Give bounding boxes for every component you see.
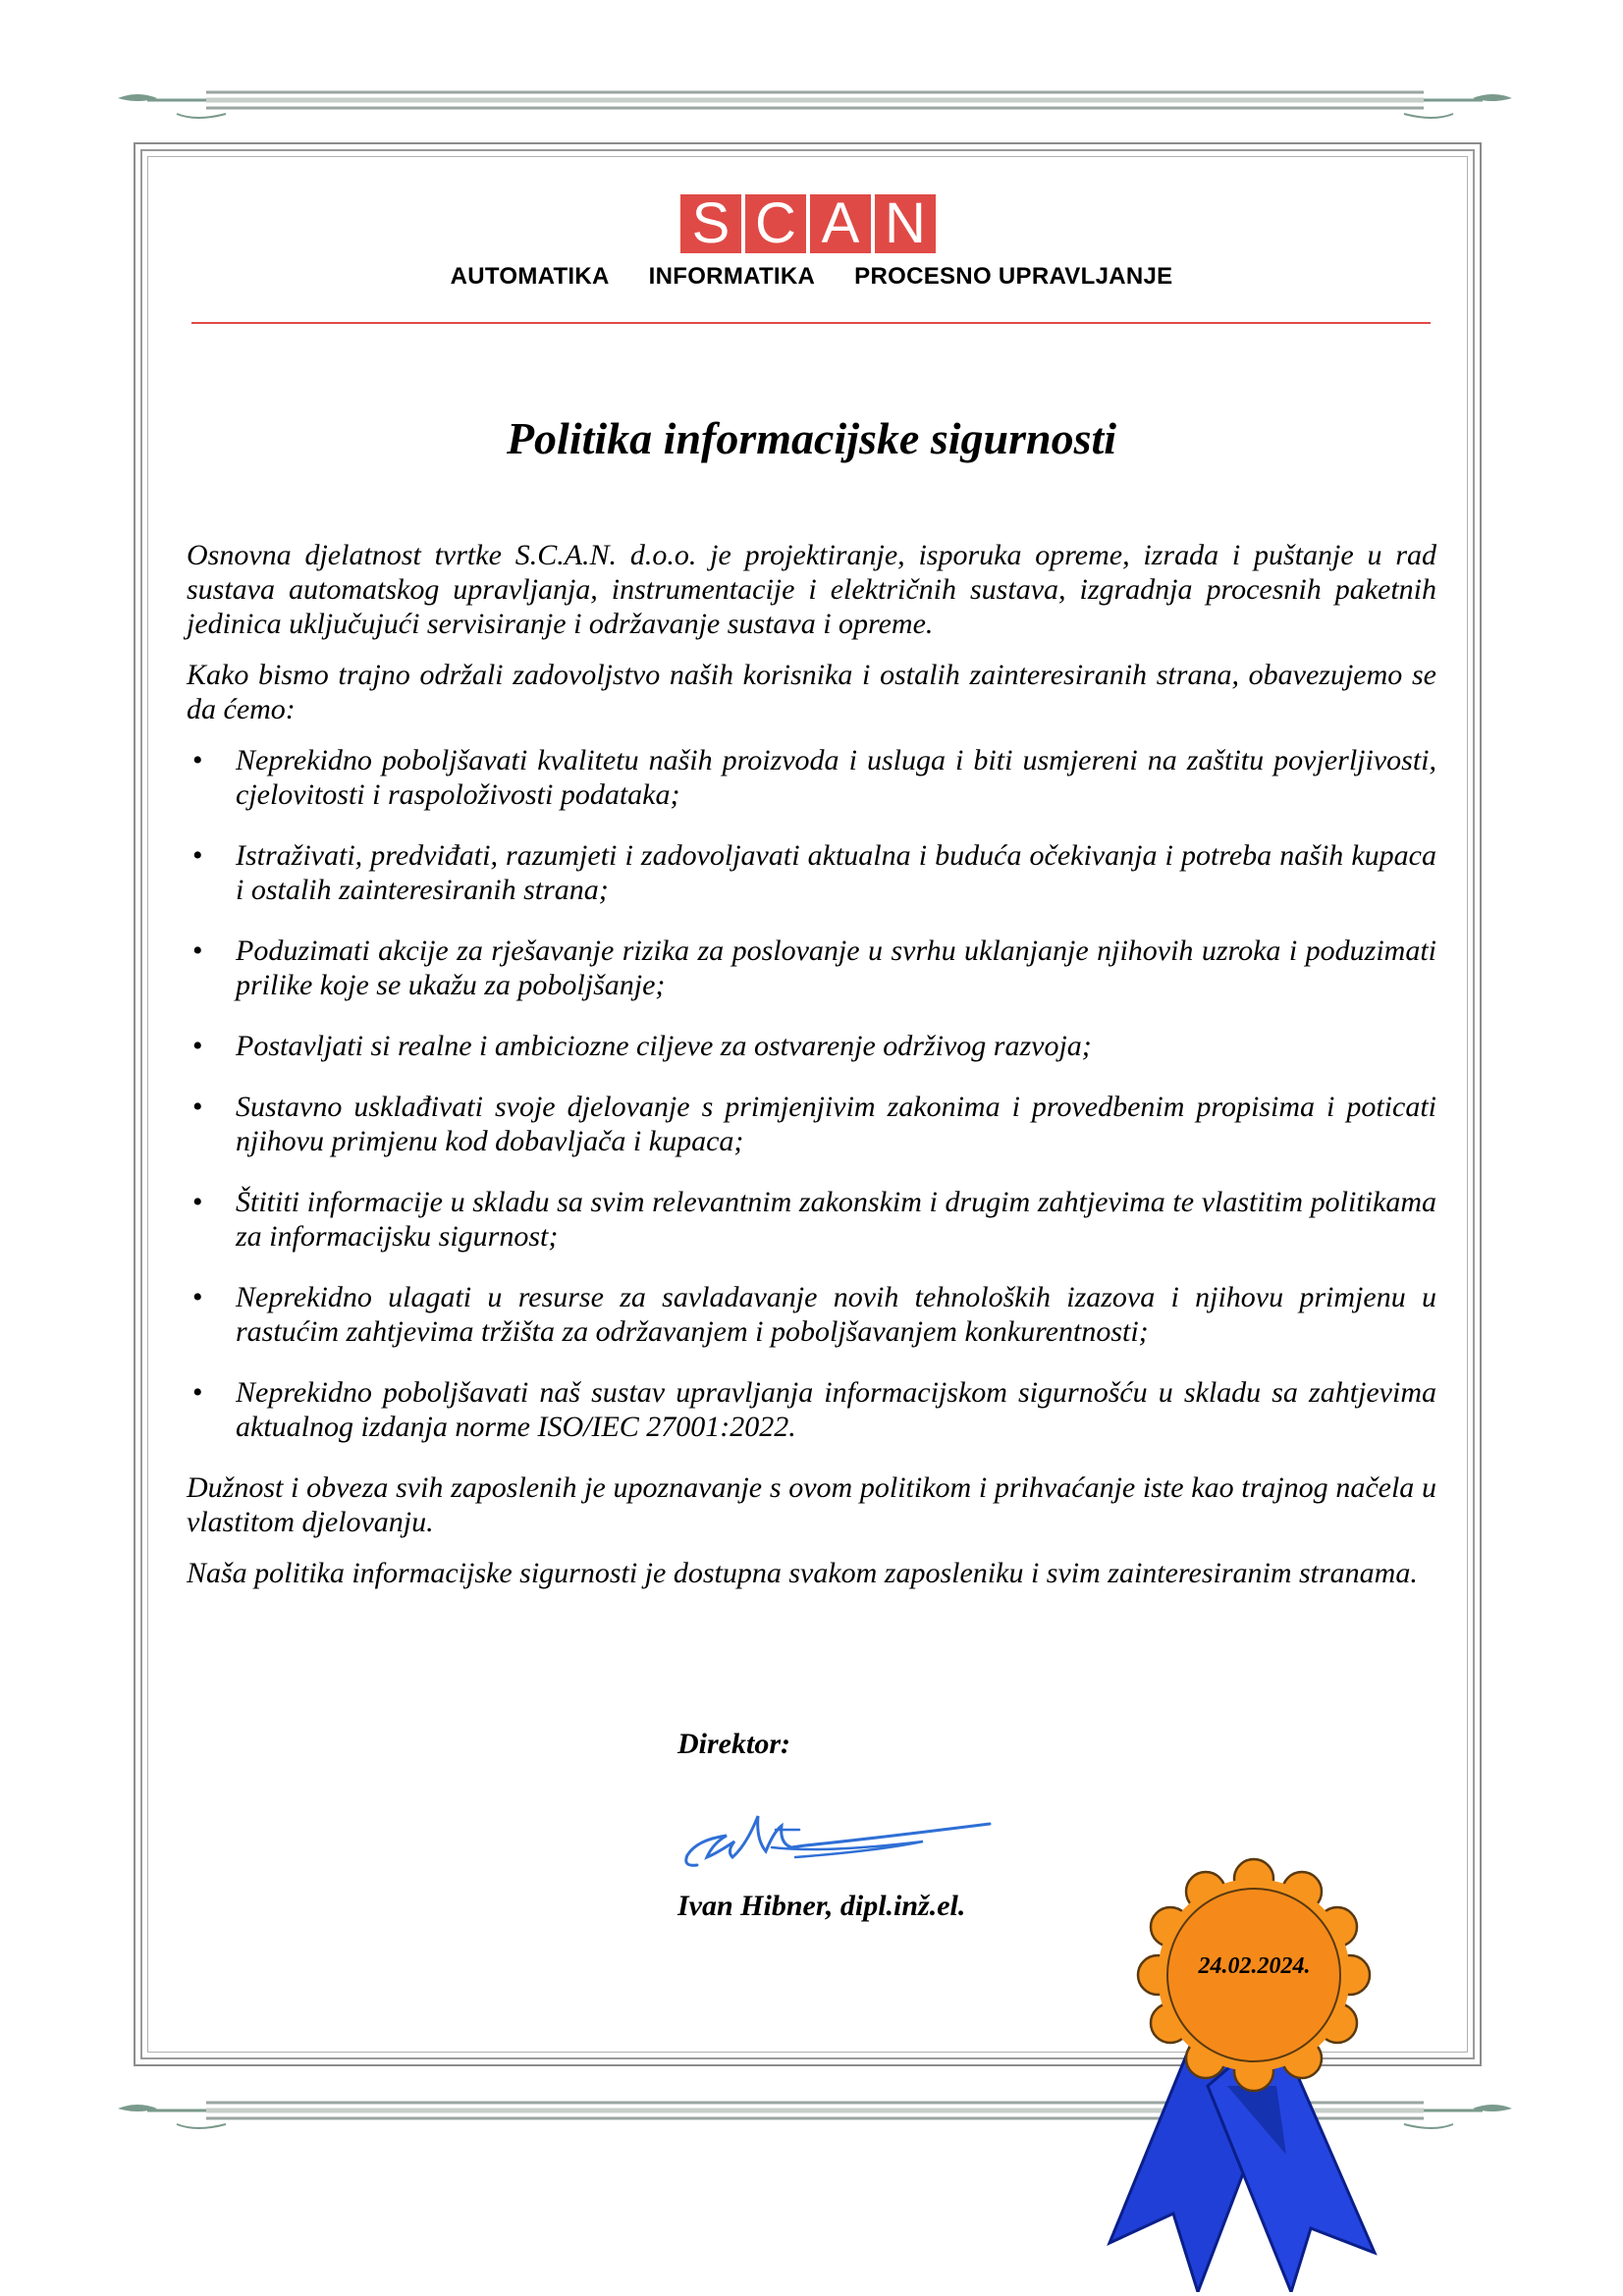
tagline-item: PROCESNO UPRAVLJANJE [854,263,1173,290]
bullet-icon: • [192,1281,203,1313]
list-item-text: Neprekidno poboljšavati kvalitetu naših proizvoda i usluga i biti usmjereni na zaštitu povjerljivosti, cjelovitosti i raspoloživosti podataka; [236,744,1436,811]
list-item-text: Neprekidno ulagati u resurse za savladavanje novih tehnoloških izazova i njihovu primjenu u rastućim zahtjevima tržišta za održavanjem i poboljšavanjem konkurentnosti; [236,1281,1436,1348]
list-item-text: Sustavno usklađivati svoje djelovanje s primjenjivim zakonima i provedbenim propisima i poticati njihovu primjenu kod dobavljača i kupaca; [236,1091,1436,1157]
logo-letter: A [810,194,871,253]
list-item-text: Postavljati si realne i ambiciozne ciljeve za ostvarenje održivog razvoja; [236,1030,1092,1062]
bullet-icon: • [192,934,203,967]
handwritten-signature [677,1796,1001,1895]
logo-letter: C [745,194,806,253]
scan-logo [680,191,936,255]
list-item [187,838,1436,907]
tagline-item: AUTOMATIKA [450,263,610,290]
list-item [187,1185,1436,1254]
bullet-icon: • [192,1091,203,1123]
logo-letter: S [680,194,741,253]
bullet-icon: • [192,1030,203,1062]
director-name: Ivan Hibner, dipl.inž.el. [677,1890,966,1922]
list-item [187,1375,1436,1444]
bullet-icon: • [192,744,203,776]
commitments-list [187,743,1436,1444]
document-title: Politika informacijske sigurnosti [506,413,1117,463]
list-item [187,1029,1436,1063]
top-ornament [108,71,1522,130]
list-item [187,1280,1436,1349]
bullet-icon: • [192,839,203,872]
tagline-item: INFORMATIKA [648,263,816,290]
list-item-text: Štititi informacije u skladu sa svim relevantnim zakonskim i drugim zahtjevima te vlastitim politikama za informacijsku sigurnost; [236,1186,1436,1253]
commitment-intro: Kako bismo trajno održali zadovoljstvo naših korisnika i ostalih zainteresiranih strana, obavezujemo se da ćemo: [187,659,1436,725]
company-tagline [187,263,1436,291]
list-item-text: Neprekidno poboljšavati naš sustav upravljanja informacijskom sigurnošću u skladu sa zahtjevima aktualnog izdanja norme ISO/IEC 27001:2022. [236,1376,1436,1443]
list-item [187,1090,1436,1158]
list-item [187,743,1436,812]
document-body [187,538,1436,1607]
bullet-icon: • [192,1186,203,1218]
duty-paragraph: Dužnost i obveza svih zaposlenih je upoznavanje s ovom politikom i prihvaćanje iste kao trajnog načela u vlastitom djelovanju. [187,1471,1436,1538]
list-item-text: Poduzimati akcije za rješavanje rizika za poslovanje u svrhu uklanjanje njihovih uzroka i poduzimati prilike koje se ukažu za poboljšanje; [236,934,1436,1001]
list-item-text: Istraživati, predviđati, razumjeti i zadovoljavati aktualna i buduća očekivanja i potreba naših kupaca i ostalih zainteresiranih strana; [236,839,1436,906]
header-divider [191,322,1431,324]
availability-paragraph: Naša politika informacijske sigurnosti je dostupna svakom zaposleniku i svim zainteresiranim stranama. [187,1557,1418,1589]
seal-date: 24.02.2024. [1198,1953,1311,1979]
list-item [187,934,1436,1002]
intro-paragraph: Osnovna djelatnost tvrtke S.C.A.N. d.o.o. je projektiranje, isporuka opreme, izrada i puštanje u rad sustava automatskog upravljanja, instrumentacije i električnih sustava, izgradnja procesnih paketnih jedinica uključujući servisiranje i održavanje sustava i opreme. [187,539,1436,640]
bullet-icon: • [192,1376,203,1409]
logo-letter: N [875,194,936,253]
director-label: Direktor: [677,1728,790,1760]
